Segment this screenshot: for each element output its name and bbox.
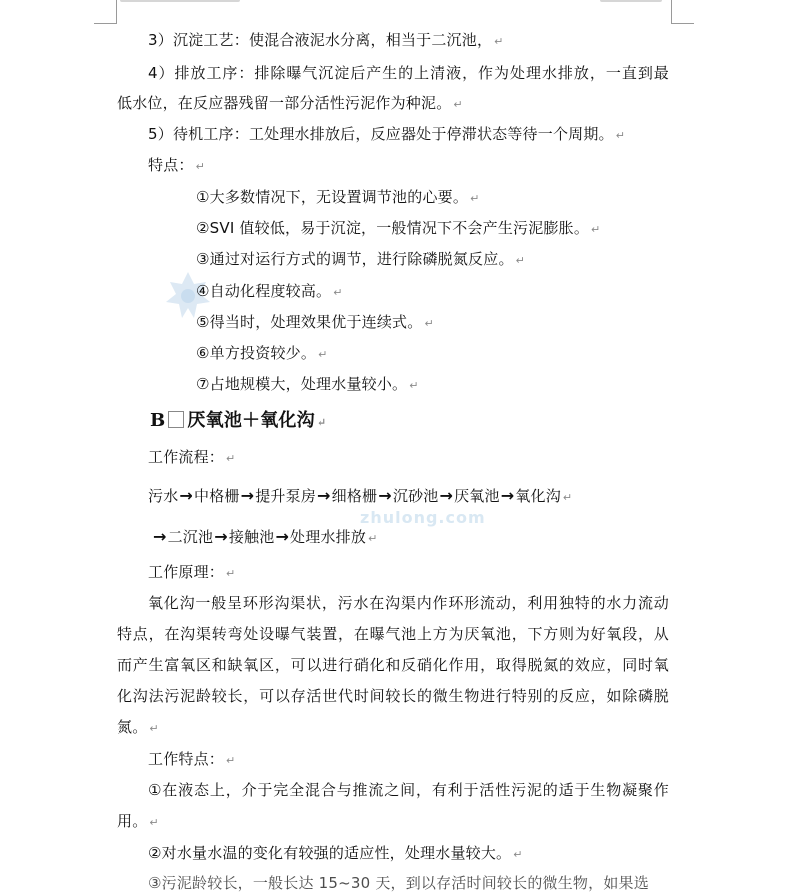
paragraph-mark-icon: ↵ [149, 722, 159, 735]
paragraph-mark-icon: ↵ [195, 160, 206, 173]
flow-step: 污水 [148, 487, 179, 505]
paragraph-mark-icon: ↵ [453, 98, 463, 111]
paragraph-mark-icon: ↵ [409, 379, 419, 392]
flow-step: 氧化沟 [515, 487, 561, 505]
principle-paragraph-line: 而产生富氧区和缺氧区，可以进行硝化和反硝化作用，取得脱氮的效应，同时氧 [117, 656, 669, 674]
paragraph-mark-icon: ↵ [149, 816, 159, 829]
heading-title: 厌氧池＋氧化沟 [187, 410, 315, 431]
work-feature-line: ①在液态上，介于完全混合与推流之间，有利于活性污泥的适于生物凝聚作 [148, 781, 669, 799]
workflow-line-1 [148, 486, 572, 508]
arrow-icon: → [275, 527, 290, 546]
placeholder-box-icon [168, 411, 184, 428]
flow-step: 接触池 [228, 528, 275, 546]
paragraph-mark-icon: ↵ [615, 129, 626, 142]
principle-paragraph-line: 特点，在沟渠转弯处设曝气装置，在曝气池上方为厌氧池，下方则为好氧段，从 [117, 625, 669, 643]
work-feature-line: ②对水量水温的变化有较强的适应性，处理水量较大。 ↵ [148, 844, 523, 862]
flow-step: 提升泵房 [255, 487, 317, 505]
arrow-icon: → [240, 486, 255, 505]
paragraph-mark-icon: ↵ [591, 223, 601, 236]
arrow-icon: → [439, 486, 454, 505]
flow-step: 细格栅 [331, 487, 378, 505]
flow-step: 处理水排放 [290, 528, 367, 546]
paragraph-mark-icon: ↵ [424, 317, 434, 330]
paragraph-mark-icon: ↵ [316, 416, 327, 429]
principle-label: 工作原理： ↵ [148, 563, 236, 581]
paragraph-mark-icon: ↵ [494, 35, 504, 48]
arrow-icon: → [179, 486, 194, 505]
paragraph-mark-icon: ↵ [226, 754, 236, 767]
arrow-icon: → [378, 486, 392, 505]
workflow-line-2 [152, 527, 377, 549]
heading-letter: B [150, 410, 166, 431]
feature-item: ②SVI 值较低，易于沉淀，一般情况下不会产生污泥膨胀。 ↵ [196, 219, 601, 237]
flow-step: 沉砂池 [392, 487, 439, 505]
paragraph-mark-icon: ↵ [368, 532, 378, 545]
feature-item: ①大多数情况下，无设置调节池的心要。 ↵ [196, 188, 480, 206]
feature-item: ⑥单方投资较少。 ↵ [196, 344, 328, 362]
paragraph-step-5: 5）待机工序：工处理水排放后，反应器处于停滞状态等待一个周期。 ↵ [148, 125, 626, 143]
flow-step: 中格栅 [194, 487, 240, 505]
paragraph-step-4-line-1: 4）排放工序：排除曝气沉淀后产生的上清液，作为处理水排放，一直到最 [148, 64, 669, 82]
page-corner-mark-top-right [671, 0, 694, 24]
features-label: 特点： ↵ [148, 156, 206, 174]
header-remnant [600, 0, 662, 2]
paragraph-mark-icon: ↵ [333, 286, 343, 299]
watermark-text: zhulong.com [360, 508, 486, 527]
arrow-icon: → [214, 527, 228, 546]
paragraph-mark-icon: ↵ [562, 491, 573, 504]
work-feature-line-partial: ③污泥龄较长，一般长达 15~30 天，到以存活时间较长的微生物，如果选 [148, 874, 649, 892]
principle-paragraph-line: 化沟法污泥龄较长，可以存活世代时间较长的微生物进行特别的反应，如除磷脱 [117, 687, 669, 705]
arrow-icon: → [500, 486, 515, 505]
flow-step: 二沉池 [167, 528, 214, 546]
paragraph-mark-icon: ↵ [470, 192, 480, 205]
flow-step: 厌氧池 [454, 487, 500, 505]
paragraph-mark-icon: ↵ [318, 348, 328, 361]
principle-paragraph-line: 氮。 ↵ [117, 718, 159, 736]
header-remnant [120, 0, 240, 2]
section-heading [150, 409, 326, 435]
page-corner-mark-top-left [94, 0, 117, 24]
work-features-label: 工作特点： ↵ [148, 750, 236, 768]
workflow-label: 工作流程： ↵ [148, 448, 236, 466]
principle-paragraph-line: 氧化沟一般呈环形沟渠状，污水在沟渠内作环形流动，利用独特的水力流动 [148, 594, 669, 612]
arrow-icon: → [317, 486, 331, 505]
work-feature-line: 用。 ↵ [117, 812, 159, 830]
feature-item: ⑦占地规模大，处理水量较小。 ↵ [196, 375, 419, 393]
paragraph-mark-icon: ↵ [515, 254, 526, 267]
arrow-icon: → [153, 527, 167, 546]
feature-item: ⑤得当时，处理效果优于连续式。 ↵ [196, 313, 434, 331]
paragraph-mark-icon: ↵ [226, 567, 236, 580]
paragraph-mark-icon: ↵ [513, 848, 523, 861]
feature-item: ④自动化程度较高。 ↵ [196, 282, 343, 300]
paragraph-step-4-line-2: 低水位，在反应器残留一部分活性污泥作为种泥。 ↵ [117, 94, 463, 112]
paragraph-mark-icon: ↵ [226, 452, 236, 465]
paragraph-step-3: 3）沉淀工艺：使混合液泥水分离，相当于二沉池， ↵ [148, 31, 504, 49]
feature-item: ③通过对运行方式的调节，进行除磷脱氮反应。 ↵ [196, 250, 526, 268]
